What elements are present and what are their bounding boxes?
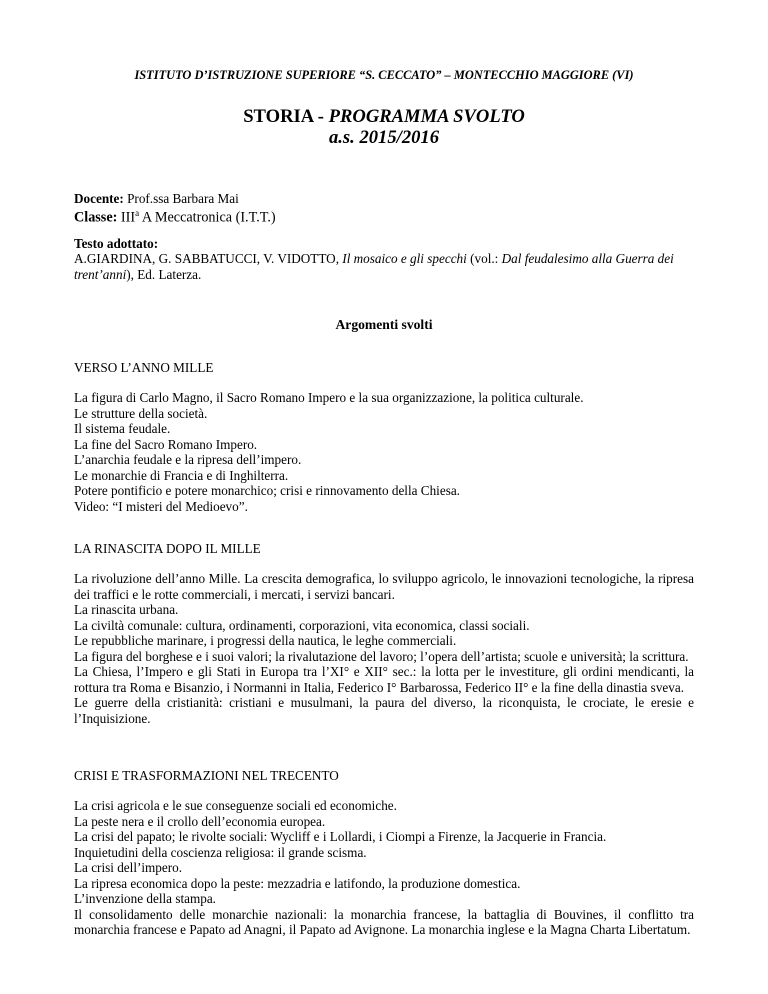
teacher-label: Docente: <box>74 191 124 206</box>
list-item: Inquietudini della coscienza religiosa: il grande scisma. <box>74 844 367 860</box>
topic-list <box>74 571 694 726</box>
section-title: LA RINASCITA DOPO IL MILLE <box>74 541 261 556</box>
section-verso-anno-mille <box>74 360 694 514</box>
topic-list <box>74 390 694 514</box>
list-item: La civiltà comunale: cultura, ordinamenti, corporazioni, vita economica, classi sociali. <box>74 617 530 633</box>
school-year: a.s. 2015/2016 <box>328 127 440 148</box>
list-item: Il consolidamento delle monarchie nazionali: la monarchia francese, la battaglia di Bouvines, il conflitto tra monarchia francese e Papato ad Anagni, il Papato ad Avignone. La monarchia inglese e la Magna Charta Libertatum. <box>74 906 694 938</box>
list-item: La rinascita urbana. <box>74 602 179 618</box>
list-item: L’invenzione della stampa. <box>74 891 216 907</box>
class-label: Classe: <box>74 209 118 226</box>
title-subject: STORIA - <box>243 106 329 127</box>
list-item: Il sistema feudale. <box>74 421 171 437</box>
textbook-publisher: ), Ed. Laterza. <box>126 266 202 282</box>
list-item: Le repubbliche marinare, i progressi della nautica, le leghe commerciali. <box>74 633 457 649</box>
title-italic: PROGRAMMA SVOLTO <box>328 106 525 127</box>
list-item: Potere pontificio e potere monarchico; crisi e rinnovamento della Chiesa. <box>74 483 460 499</box>
list-item: La peste nera e il crollo dell’economia europea. <box>74 813 326 829</box>
class-line <box>74 206 694 226</box>
list-item: La fine del Sacro Romano Impero. <box>74 436 258 452</box>
list-item: L’anarchia feudale e la ripresa dell’impero. <box>74 452 302 468</box>
list-item: Le strutture della società. <box>74 405 208 421</box>
class-value: III <box>117 209 136 226</box>
list-item: La crisi agricola e le sue conseguenze sociali ed economiche. <box>74 798 397 814</box>
teacher-value: Prof.ssa Barbara Mai <box>123 191 239 206</box>
textbook-authors: A.GIARDINA, G. SABBATUCCI, V. VIDOTTO, <box>74 251 343 267</box>
list-item: Le guerre della cristianità: cristiani e musulmani, la paura del diverso, la riconquista, le crociate, le eresie e l’Inquisizione. <box>74 695 694 726</box>
textbook-label: Testo adottato: <box>74 236 159 251</box>
list-item: La rivoluzione dell’anno Mille. La crescita demografica, lo sviluppo agricolo, le innovazioni tecnologiche, la ripresa dei traffici e le rotte commerciali, i mercati, i servizi bancari. <box>74 571 694 602</box>
textbook-block <box>74 236 694 282</box>
section-rinascita <box>74 541 694 726</box>
section-trecento <box>74 768 694 938</box>
list-item: La crisi dell’impero. <box>74 860 183 876</box>
section-title: CRISI E TRASFORMAZIONI NEL TRECENTO <box>74 768 339 783</box>
textbook-title: Il mosaico e gli specchi <box>342 251 467 267</box>
class-superscript: a <box>135 208 140 218</box>
list-item: La figura del borghese e i suoi valori; la rivalutazione del lavoro; l’opera dell’artista; scuole e università; la scrittura. <box>74 648 689 664</box>
topics-heading: Argomenti svolti <box>335 317 433 332</box>
list-item: Video: “I misteri del Medioevo”. <box>74 498 248 514</box>
list-item: La Chiesa, l’Impero e gli Stati in Europa tra l’XI° e XII° sec.: la lotta per le investiture, gli ordini mendicanti, la rottura tra Roma e Bisanzio, i Normanni in Italia, Federico I° Barbarossa, Federico II° e la fine della dinastia sveva. <box>74 664 694 695</box>
section-title: VERSO L’ANNO MILLE <box>74 360 214 375</box>
school-header: ISTITUTO D’ISTRUZIONE SUPERIORE “S. CECCATO” – MONTECCHIO MAGGIORE (VI) <box>134 68 634 82</box>
list-item: La ripresa economica dopo la peste: mezzadria e latifondo, la produzione domestica. <box>74 875 521 891</box>
teacher-line <box>74 191 694 206</box>
list-item: La crisi del papato; le rivolte sociali: Wycliff e i Lollardi, i Ciompi a Firenze, la Jacquerie in Francia. <box>74 829 607 845</box>
textbook-vol-prefix: (vol.: <box>466 251 502 267</box>
textbook-citation <box>74 251 694 282</box>
topic-list <box>74 798 694 937</box>
list-item: La figura di Carlo Magno, il Sacro Romano Impero e la sua organizzazione, la politica culturale. <box>74 390 584 406</box>
textbook-volume: Dal feudalesimo alla Guerra dei trent’anni <box>74 251 674 282</box>
class-value-rest: A Meccatronica (I.T.T.) <box>139 209 276 226</box>
page-title <box>0 106 768 148</box>
list-item: Le monarchie di Francia e di Inghilterra. <box>74 467 289 483</box>
